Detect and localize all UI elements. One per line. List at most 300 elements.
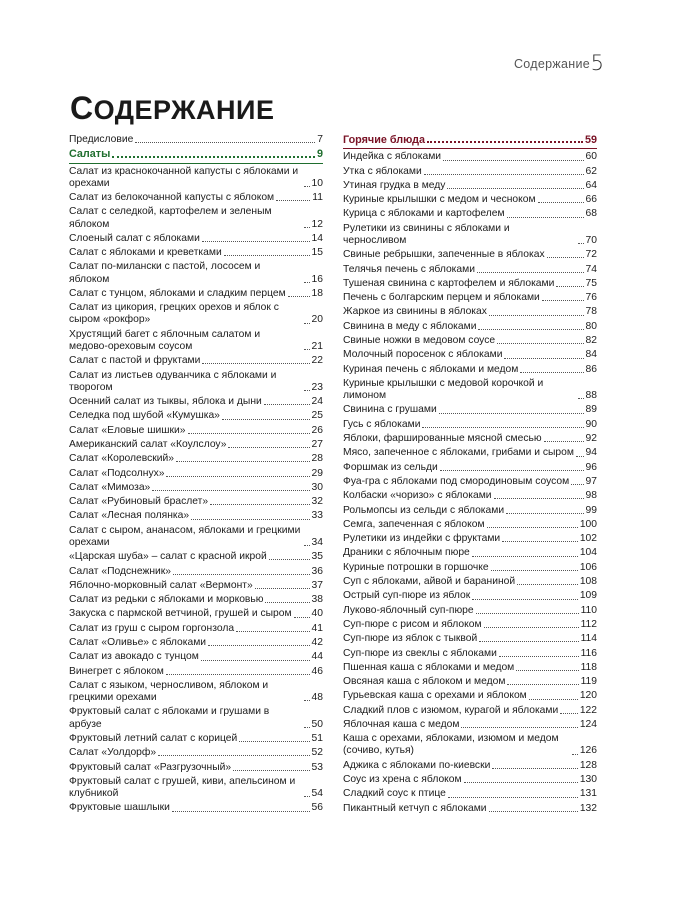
toc-entry-page: 86 <box>585 363 597 375</box>
dot-leader <box>201 660 310 661</box>
dot-leader <box>152 490 309 491</box>
toc-entry <box>69 594 323 606</box>
dot-leader <box>304 349 310 350</box>
toc-entry-page: 89 <box>585 404 597 416</box>
toc-entry-page: 72 <box>585 249 597 261</box>
dot-leader <box>571 484 583 485</box>
toc-entry <box>343 306 597 318</box>
dot-leader <box>578 243 584 244</box>
toc-entry <box>69 510 323 522</box>
toc-entry-page: 7 <box>317 134 323 145</box>
dot-leader <box>443 160 583 161</box>
dot-leader <box>578 398 584 399</box>
dot-leader <box>255 588 310 589</box>
toc-entry-title: Салат «Мимоза» <box>69 481 151 493</box>
toc-entry-page: 106 <box>579 561 597 573</box>
dot-leader <box>112 156 315 158</box>
dot-leader <box>547 257 584 258</box>
toc-entry <box>343 364 597 376</box>
toc-entry-page: 108 <box>579 576 597 588</box>
toc-entry <box>69 410 323 422</box>
toc-entry-page: 46 <box>311 665 323 677</box>
toc-entry-title: Салат из краснокочанной капусты с яблоками и орехами <box>69 165 299 189</box>
dot-leader <box>264 404 310 405</box>
toc-entry <box>343 619 597 631</box>
dot-leader <box>288 296 310 297</box>
toc-entry-title: Салат «Подсолнух» <box>69 467 165 479</box>
toc-entry-page: 110 <box>580 604 597 616</box>
title-rest: ОДЕРЖАНИЕ <box>93 95 275 125</box>
dot-leader <box>476 613 579 614</box>
toc-entry-title: Утка с яблоками <box>343 165 422 177</box>
dot-leader <box>173 574 310 575</box>
dot-leader <box>507 684 578 685</box>
toc-entry-title: Фуа-гра с яблоками под смородиновым соусом <box>343 475 570 487</box>
toc-entry-page: 51 <box>311 732 323 744</box>
toc-entry-title: Рольмопсы из сельди с яблоками <box>343 504 505 516</box>
toc-entry <box>343 433 597 445</box>
toc-entry-title: Горячие блюда <box>343 134 426 146</box>
toc-entry-title: Салат с яблоками и креветками <box>69 247 222 259</box>
toc-entry-title: Слоеный салат с яблоками <box>69 232 200 244</box>
toc-entry <box>343 180 597 192</box>
toc-entry <box>343 447 597 459</box>
dot-leader <box>517 584 578 585</box>
toc-entry-title: Салат из листьев одуванчика с яблоками и творогом <box>69 369 277 393</box>
toc-entry-title: Рулетики из свинины с яблоками и черносливом <box>343 222 510 246</box>
dot-leader <box>276 200 310 201</box>
toc-entry <box>343 788 597 800</box>
dot-leader <box>158 755 309 756</box>
toc-entry-title: Форшмак из сельди <box>343 461 438 473</box>
toc-entry-title: Аджика с яблоками по-киевски <box>343 759 491 771</box>
toc-entry-page: 22 <box>311 355 323 367</box>
toc-entry <box>69 566 323 578</box>
dot-leader <box>239 741 309 742</box>
dot-leader <box>304 227 310 228</box>
toc-entry <box>343 223 597 247</box>
toc-entry <box>343 194 597 206</box>
toc-entry-title: Драники с яблочным пюре <box>343 547 470 559</box>
dot-leader <box>448 797 578 798</box>
toc-entry-page: 124 <box>579 718 597 730</box>
toc-entry-title: Куриная печень с яблоками и медом <box>343 363 519 375</box>
dot-leader <box>479 641 578 642</box>
toc-entry <box>69 302 323 326</box>
toc-section-heading <box>69 148 323 160</box>
toc-entry <box>343 208 597 220</box>
dot-leader <box>208 645 309 646</box>
toc-entry-page: 80 <box>585 320 597 332</box>
toc-entry <box>69 355 323 367</box>
toc-entry-title: Хрустящий багет с яблочным салатом и медово-ореховым соусом <box>69 328 261 352</box>
toc-entry-page: 23 <box>311 381 323 393</box>
dot-leader <box>520 372 583 373</box>
toc-entry <box>343 519 597 531</box>
toc-entry-page: 24 <box>311 396 323 408</box>
dot-leader <box>304 282 310 283</box>
toc-entry-title: Индейка с яблоками <box>343 151 442 163</box>
toc-entry-page: 18 <box>311 287 323 299</box>
toc-entry-page: 90 <box>585 418 597 430</box>
dot-leader <box>560 713 578 714</box>
dot-leader <box>507 217 584 218</box>
toc-entry-title: Селедка под шубой «Кумушка» <box>69 410 220 422</box>
dot-leader <box>424 174 584 175</box>
toc-entry-page: 92 <box>585 433 597 445</box>
toc-entry-title: Осенний салат из тыквы, яблока и дыни <box>69 396 262 408</box>
toc-entry-title: Свинина в меду с яблоками <box>343 320 477 332</box>
toc-entry-page: 130 <box>579 774 597 786</box>
toc-entry <box>343 404 597 416</box>
toc-entry <box>343 335 597 347</box>
toc-entry-page: 52 <box>311 747 323 759</box>
dot-leader <box>497 343 583 344</box>
toc-entry <box>69 580 323 592</box>
toc-entry-page: 10 <box>311 177 323 189</box>
toc-entry <box>69 329 323 353</box>
toc-entry <box>343 633 597 645</box>
toc-entry <box>69 706 323 730</box>
toc-entry <box>69 233 323 245</box>
toc-section-heading <box>343 134 597 146</box>
toc-entry-page: 27 <box>311 438 323 450</box>
toc-entry <box>343 419 597 431</box>
dot-leader <box>472 599 578 600</box>
toc-entry-title: Закуска с пармской ветчиной, грушей и сыром <box>69 608 292 620</box>
toc-entry-title: Суп-пюре из яблок с тыквой <box>343 633 478 645</box>
dot-leader <box>464 782 578 783</box>
toc-entry <box>69 733 323 745</box>
dot-leader <box>572 754 578 755</box>
toc-entry-title: Суп с яблоками, айвой и бараниной <box>343 576 516 588</box>
toc-entry-title: Пшенная каша с яблоками и медом <box>343 661 515 673</box>
toc-entry-title: Салат «Королевский» <box>69 453 175 465</box>
toc-entry <box>343 676 597 688</box>
dot-leader <box>135 142 315 143</box>
dot-leader <box>304 700 310 701</box>
toc-entry <box>69 288 323 300</box>
toc-entry-page: 128 <box>579 759 597 771</box>
toc-entry-page: 20 <box>311 314 323 326</box>
toc-entry <box>343 505 597 517</box>
toc-entry <box>69 680 323 704</box>
toc-entry-title: Жаркое из свинины в яблоках <box>343 306 487 318</box>
toc-entry <box>69 370 323 394</box>
toc-entry-page: 116 <box>580 647 597 659</box>
dot-leader <box>224 255 310 256</box>
toc-entry <box>343 378 597 402</box>
toc-entry <box>69 453 323 465</box>
toc-entry-title: Соус из хрена с яблоком <box>343 774 462 786</box>
toc-entry-title: Салат «Рубиновый браслет» <box>69 496 209 508</box>
dot-leader <box>502 541 578 542</box>
toc-entry-title: Яблочно-морковный салат «Вермонт» <box>69 579 253 591</box>
dot-leader <box>210 504 309 505</box>
dot-leader <box>188 433 310 434</box>
dot-leader <box>166 674 310 675</box>
toc-entry <box>69 666 323 678</box>
toc-entry <box>343 590 597 602</box>
toc-entry <box>69 608 323 620</box>
toc-entry-title: Салат из редьки с яблоками и морковью <box>69 594 264 606</box>
toc-entry <box>69 425 323 437</box>
toc-entry <box>343 533 597 545</box>
toc-entry <box>69 623 323 635</box>
toc-entry-title: Острый суп-пюре из яблок <box>343 590 471 602</box>
dot-leader <box>499 656 579 657</box>
toc-entry-page: 109 <box>579 590 597 602</box>
toc-entry <box>69 651 323 663</box>
toc-entry-title: Куриные крылышки с медовой корочкой и лимоном <box>343 377 544 402</box>
toc-entry-page: 66 <box>585 194 597 206</box>
dot-leader <box>304 727 310 728</box>
toc-entry <box>69 637 323 649</box>
toc-entry-title: Рулетики из индейки с фруктами <box>343 533 501 545</box>
toc-entry-page: 28 <box>311 453 323 465</box>
toc-entry-title: Салат по-милански с пастой, лососем и яблоком <box>69 261 261 285</box>
section-divider <box>69 163 323 164</box>
toc-entry <box>343 462 597 474</box>
dot-leader <box>542 300 584 301</box>
dot-leader <box>440 470 584 471</box>
toc-entry <box>343 264 597 276</box>
toc-entry-page: 118 <box>580 661 597 673</box>
toc-entry-page: 30 <box>311 481 323 493</box>
toc-entry <box>69 166 323 190</box>
toc-entry <box>69 206 323 230</box>
toc-entry <box>343 166 597 178</box>
toc-entry <box>343 321 597 333</box>
toc-entry <box>69 482 323 494</box>
toc-entry <box>343 774 597 786</box>
toc-entry-page: 42 <box>311 637 323 649</box>
toc-entry-page: 54 <box>311 788 323 800</box>
toc-entry-title: Сладкий плов с изюмом, курагой и яблоками <box>343 704 559 716</box>
toc-entry-title: Молочный поросенок с яблоками <box>343 349 503 361</box>
toc-entry-title: Фруктовый салат «Разгрузочный» <box>69 761 232 773</box>
dot-leader <box>222 419 310 420</box>
dot-leader <box>228 447 309 448</box>
toc-entry <box>69 776 323 800</box>
toc-entry-page: 96 <box>585 461 597 473</box>
toc-entry <box>343 151 597 163</box>
toc-entry-page: 26 <box>311 424 323 436</box>
toc-entry-title: Салат «Лесная полянка» <box>69 510 190 522</box>
dot-leader <box>427 141 583 143</box>
dot-leader <box>491 570 578 571</box>
dot-leader <box>516 670 578 671</box>
toc-entry-title: Салат с селедкой, картофелем и зеленым яблоком <box>69 206 272 230</box>
toc-entry-title: Фруктовый салат с яблоками и грушами в арбузе <box>69 706 270 730</box>
toc-entry <box>343 803 597 815</box>
toc-entry-page: 102 <box>579 533 597 545</box>
toc-entry-page: 34 <box>311 536 323 548</box>
dot-leader <box>478 329 583 330</box>
toc-entry <box>343 705 597 717</box>
toc-entry-title: Салат из авокадо с тунцом <box>69 651 199 663</box>
toc-entry <box>343 292 597 304</box>
dot-leader <box>544 441 584 442</box>
toc-entry-title: «Царская шуба» – салат с красной икрой <box>69 551 267 563</box>
toc-entry-page: 94 <box>585 447 597 459</box>
toc-entry-page: 37 <box>311 579 323 591</box>
toc-entry-page: 36 <box>311 565 323 577</box>
toc-entry-page: 99 <box>585 504 597 516</box>
toc-entry <box>69 247 323 259</box>
toc-entry <box>343 249 597 261</box>
dot-leader <box>492 768 577 769</box>
toc-entry-page: 48 <box>311 692 323 704</box>
dot-leader <box>487 527 578 528</box>
toc-entry-title: Пикантный кетчуп с яблоками <box>343 802 487 814</box>
toc-entry-title: Гурьевская каша с орехами и яблоком <box>343 690 527 702</box>
toc-entry-title: Утиная грудка в меду <box>343 179 446 191</box>
toc-entry-page: 40 <box>311 608 323 620</box>
dot-leader <box>439 413 584 414</box>
toc-entry-title: Овсяная каша с яблоком и медом <box>343 676 506 688</box>
toc-entry <box>343 476 597 488</box>
toc-entry-title: Тушеная свинина с картофелем и яблоками <box>343 277 555 289</box>
dot-leader <box>447 188 583 189</box>
toc-entry-page: 14 <box>311 232 323 244</box>
toc-entry-title: Семга, запеченная с яблоком <box>343 518 485 530</box>
toc-entry-page: 122 <box>579 704 597 716</box>
toc-entry-page: 98 <box>585 490 597 502</box>
toc-entry-page: 12 <box>311 218 323 230</box>
toc-entry-page: 9 <box>316 148 323 161</box>
toc-entry-title: Салат с языком, черносливом, яблоком и грецкими орехами <box>69 679 269 704</box>
toc-entry-title: Яблоки, фаршированные мясной смесью <box>343 433 542 445</box>
dot-leader <box>202 363 309 364</box>
toc-entry-title: Салат «Уолдорф» <box>69 747 157 759</box>
toc-entry-title: Салат из белокочанной капусты с яблоком <box>69 192 275 204</box>
toc-entry <box>69 551 323 563</box>
dot-leader <box>494 498 584 499</box>
toc-entry <box>69 192 323 204</box>
toc-entry-page: 25 <box>311 410 323 422</box>
toc-entry <box>343 719 597 731</box>
toc-entry-title: Свиные ножки в медовом соусе <box>343 335 496 347</box>
running-title: Содержание <box>513 57 590 71</box>
dot-leader <box>477 272 584 273</box>
toc-entry-page: 76 <box>585 292 597 304</box>
toc-entry-page: 112 <box>580 618 597 630</box>
toc-entry-page: 15 <box>311 247 323 259</box>
toc-entry-page: 59 <box>584 134 597 146</box>
toc-entry-page: 35 <box>311 551 323 563</box>
section-divider <box>343 148 597 149</box>
dot-leader <box>506 513 583 514</box>
toc-entry-page: 16 <box>311 273 323 285</box>
toc-entry-title: Суп-пюре с рисом и яблоком <box>343 618 482 630</box>
toc-entry-page: 70 <box>585 234 597 246</box>
dot-leader <box>304 186 310 187</box>
dot-leader <box>304 323 310 324</box>
toc-entry-page: 126 <box>579 745 597 757</box>
dot-leader <box>529 699 578 700</box>
dot-leader <box>202 241 310 242</box>
toc-entry <box>343 690 597 702</box>
toc-entry <box>69 802 323 814</box>
toc-right-column <box>343 134 597 817</box>
toc-entry-title: Куриные крылышки с медом и чесноком <box>343 194 536 206</box>
toc-entry-title: Салат с сыром, ананасом, яблоками и грецкими орехами <box>69 524 301 548</box>
toc-entry-title: Свиные ребрышки, запеченные в яблоках <box>343 249 545 261</box>
toc-left-column <box>69 134 323 817</box>
toc-entry-page: 104 <box>579 547 597 559</box>
toc-entry-page: 29 <box>311 467 323 479</box>
dot-leader <box>166 476 309 477</box>
dot-leader <box>489 315 584 316</box>
toc-entry-title: Салат «Подснежник» <box>69 565 172 577</box>
title-first-letter: С <box>70 90 94 126</box>
dot-leader <box>236 631 309 632</box>
toc-entry-page: 97 <box>585 475 597 487</box>
toc-entry-page: 44 <box>311 651 323 663</box>
toc-entry-page: 62 <box>585 165 597 177</box>
page-number: 5 <box>590 51 604 75</box>
dot-leader <box>233 770 309 771</box>
toc-entry <box>343 662 597 674</box>
toc-entry-title: Мясо, запеченное с яблоками, грибами и сыром <box>343 447 574 459</box>
toc-entry-page: 11 <box>312 192 323 204</box>
toc-entry-page: 33 <box>311 510 323 522</box>
toc-entry-title: Гусь с яблоками <box>343 418 421 430</box>
dot-leader <box>422 427 583 428</box>
toc-entry <box>69 439 323 451</box>
toc-entry-page: 56 <box>311 802 323 814</box>
toc-entry-page: 68 <box>585 208 597 220</box>
toc-entry <box>69 134 323 146</box>
toc-entry-title: Курица с яблоками и картофелем <box>343 208 505 220</box>
toc-entry-title: Луково-яблочный суп-пюре <box>343 604 474 616</box>
dot-leader <box>576 456 584 457</box>
toc-entry-page: 74 <box>585 263 597 275</box>
toc-entry-page: 41 <box>311 622 323 634</box>
toc-entry-title: Свинина с грушами <box>343 404 437 416</box>
dot-leader <box>504 358 583 359</box>
dot-leader <box>294 617 310 618</box>
toc-entry-title: Салаты <box>69 148 111 161</box>
toc-entry <box>343 605 597 617</box>
toc-entry-page: 119 <box>580 676 597 688</box>
toc-entry <box>343 576 597 588</box>
toc-entry-page: 75 <box>585 277 597 289</box>
dot-leader <box>489 811 578 812</box>
toc-entry <box>69 525 323 549</box>
toc-entry <box>69 762 323 774</box>
toc-entry-title: Салат «Еловые шишки» <box>69 424 186 436</box>
dot-leader <box>556 286 583 287</box>
dot-leader <box>176 461 310 462</box>
dot-leader <box>484 627 579 628</box>
page-title <box>70 90 274 127</box>
toc-entry-page: 64 <box>585 179 597 191</box>
toc-entry-page: 100 <box>579 518 597 530</box>
toc-entry-title: Яблочная каша с медом <box>343 718 460 730</box>
toc-entry-title: Сладкий соус к птице <box>343 788 446 800</box>
toc-entry-page: 53 <box>311 761 323 773</box>
toc-entry <box>69 396 323 408</box>
toc-entry-title: Фруктовый салат с грушей, киви, апельсином и клубникой <box>69 775 296 800</box>
dot-leader <box>265 602 309 603</box>
toc-entry <box>343 278 597 290</box>
toc-entry-page: 88 <box>585 390 597 402</box>
toc-entry-title: Фруктовые шашлыки <box>69 802 170 814</box>
toc-entry-page: 132 <box>579 802 597 814</box>
dot-leader <box>472 556 578 557</box>
